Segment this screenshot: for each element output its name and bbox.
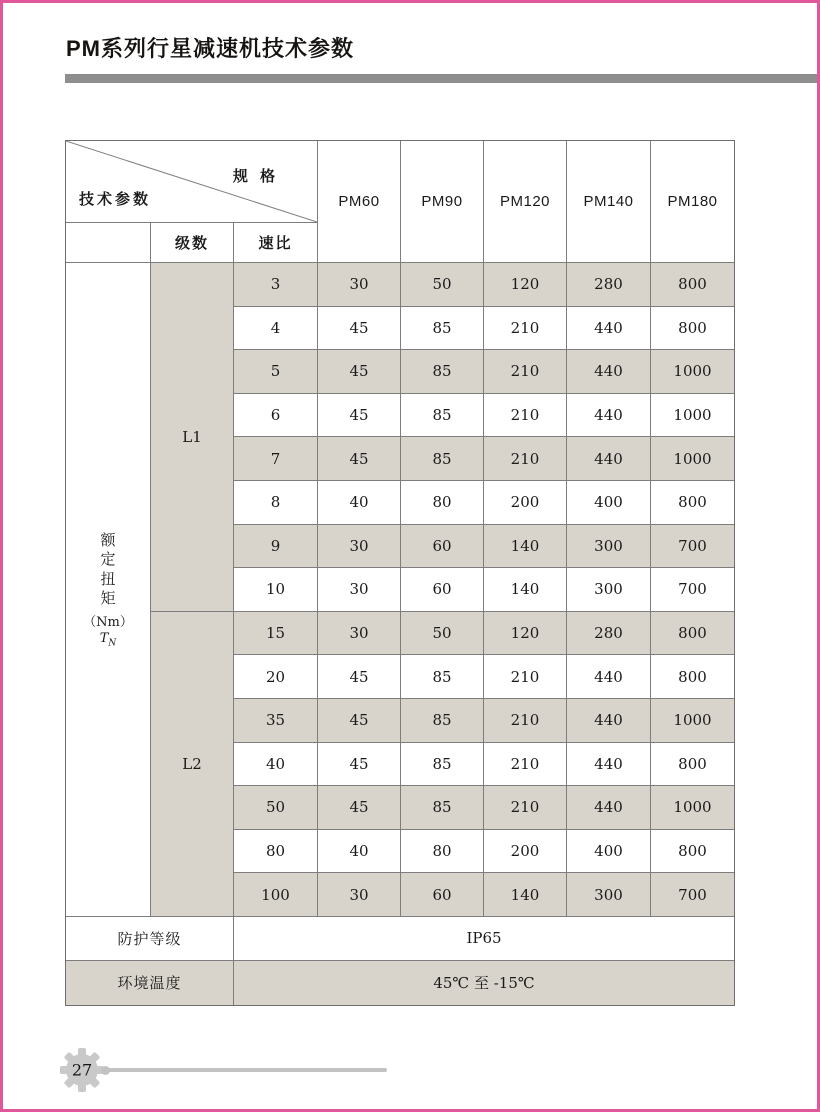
value-cell: 60 bbox=[401, 525, 484, 569]
value-cell: 210 bbox=[484, 699, 567, 743]
value-cell: 440 bbox=[567, 394, 651, 438]
ratio-cell: 9 bbox=[234, 525, 318, 569]
page-footer bbox=[59, 1047, 399, 1097]
protection-value: IP65 bbox=[234, 917, 734, 961]
value-cell: 800 bbox=[651, 307, 734, 351]
value-cell: 120 bbox=[484, 612, 567, 656]
value-cell: 80 bbox=[401, 481, 484, 525]
value-cell: 400 bbox=[567, 830, 651, 874]
value-cell: 50 bbox=[401, 263, 484, 307]
ratio-cell: 10 bbox=[234, 568, 318, 612]
value-cell: 45 bbox=[318, 743, 401, 787]
value-cell: 800 bbox=[651, 263, 734, 307]
value-cell: 700 bbox=[651, 568, 734, 612]
diagonal-line bbox=[66, 141, 317, 222]
column-header-pm60: PM60 bbox=[318, 141, 401, 263]
value-cell: 440 bbox=[567, 350, 651, 394]
value-cell: 440 bbox=[567, 307, 651, 351]
temperature-value: 45℃ 至 -15℃ bbox=[234, 961, 734, 1005]
gear-page-badge-icon bbox=[59, 1047, 105, 1093]
title-underline-bar bbox=[65, 74, 817, 83]
value-cell: 30 bbox=[318, 612, 401, 656]
value-cell: 85 bbox=[401, 350, 484, 394]
column-header-pm90: PM90 bbox=[401, 141, 484, 263]
value-cell: 45 bbox=[318, 307, 401, 351]
value-cell: 1000 bbox=[651, 699, 734, 743]
value-cell: 85 bbox=[401, 786, 484, 830]
ratio-cell: 3 bbox=[234, 263, 318, 307]
value-cell: 440 bbox=[567, 743, 651, 787]
value-cell: 1000 bbox=[651, 437, 734, 481]
value-cell: 800 bbox=[651, 612, 734, 656]
value-cell: 45 bbox=[318, 394, 401, 438]
value-cell: 300 bbox=[567, 873, 651, 917]
column-header-pm140: PM140 bbox=[567, 141, 651, 263]
value-cell: 210 bbox=[484, 307, 567, 351]
ratio-cell: 40 bbox=[234, 743, 318, 787]
temperature-label: 环境温度 bbox=[66, 961, 234, 1005]
value-cell: 440 bbox=[567, 786, 651, 830]
ratio-cell: 8 bbox=[234, 481, 318, 525]
value-cell: 30 bbox=[318, 525, 401, 569]
value-cell: 85 bbox=[401, 699, 484, 743]
subheader-empty-cell bbox=[66, 223, 151, 263]
ratio-cell: 100 bbox=[234, 873, 318, 917]
value-cell: 140 bbox=[484, 525, 567, 569]
value-cell: 280 bbox=[567, 612, 651, 656]
value-cell: 1000 bbox=[651, 350, 734, 394]
value-cell: 85 bbox=[401, 655, 484, 699]
torque-row-header bbox=[66, 263, 151, 917]
value-cell: 40 bbox=[318, 830, 401, 874]
value-cell: 210 bbox=[484, 394, 567, 438]
ratio-cell: 5 bbox=[234, 350, 318, 394]
value-cell: 45 bbox=[318, 655, 401, 699]
ratio-cell: 15 bbox=[234, 612, 318, 656]
value-cell: 40 bbox=[318, 481, 401, 525]
value-cell: 800 bbox=[651, 830, 734, 874]
value-cell: 400 bbox=[567, 481, 651, 525]
protection-label: 防护等级 bbox=[66, 917, 234, 961]
page-number: 27 bbox=[71, 1060, 93, 1080]
value-cell: 140 bbox=[484, 873, 567, 917]
corner-label-param: 技术参数 bbox=[79, 191, 152, 208]
subheader-stage: 级数 bbox=[151, 223, 234, 263]
value-cell: 85 bbox=[401, 743, 484, 787]
value-cell: 800 bbox=[651, 655, 734, 699]
value-cell: 85 bbox=[401, 394, 484, 438]
value-cell: 800 bbox=[651, 481, 734, 525]
ratio-cell: 35 bbox=[234, 699, 318, 743]
value-cell: 800 bbox=[651, 743, 734, 787]
value-cell: 50 bbox=[401, 612, 484, 656]
value-cell: 45 bbox=[318, 437, 401, 481]
column-header-pm120: PM120 bbox=[484, 141, 567, 263]
column-header-pm180: PM180 bbox=[651, 141, 734, 263]
value-cell: 45 bbox=[318, 350, 401, 394]
value-cell: 300 bbox=[567, 525, 651, 569]
value-cell: 440 bbox=[567, 437, 651, 481]
value-cell: 45 bbox=[318, 786, 401, 830]
value-cell: 120 bbox=[484, 263, 567, 307]
value-cell: 700 bbox=[651, 525, 734, 569]
footer-decorative-line bbox=[107, 1068, 387, 1072]
spec-table bbox=[65, 140, 735, 1006]
ratio-cell: 7 bbox=[234, 437, 318, 481]
value-cell: 1000 bbox=[651, 394, 734, 438]
value-cell: 300 bbox=[567, 568, 651, 612]
ratio-cell: 6 bbox=[234, 394, 318, 438]
value-cell: 30 bbox=[318, 568, 401, 612]
torque-unit: （Nm） bbox=[83, 614, 133, 630]
value-cell: 45 bbox=[318, 699, 401, 743]
ratio-cell: 50 bbox=[234, 786, 318, 830]
value-cell: 210 bbox=[484, 655, 567, 699]
value-cell: 30 bbox=[318, 873, 401, 917]
value-cell: 1000 bbox=[651, 786, 734, 830]
value-cell: 440 bbox=[567, 699, 651, 743]
page-title: PM系列行星减速机技术参数 bbox=[66, 36, 355, 61]
torque-label-vertical: 额定扭矩 bbox=[100, 530, 116, 608]
ratio-cell: 4 bbox=[234, 307, 318, 351]
value-cell: 140 bbox=[484, 568, 567, 612]
corner-label-spec: 规 格 bbox=[232, 168, 279, 185]
value-cell: 200 bbox=[484, 830, 567, 874]
torque-symbol: $T_N$ bbox=[99, 630, 117, 649]
corner-header-cell bbox=[66, 141, 318, 223]
value-cell: 30 bbox=[318, 263, 401, 307]
value-cell: 440 bbox=[567, 655, 651, 699]
ratio-cell: 20 bbox=[234, 655, 318, 699]
value-cell: 700 bbox=[651, 873, 734, 917]
value-cell: 85 bbox=[401, 437, 484, 481]
value-cell: 60 bbox=[401, 873, 484, 917]
value-cell: 210 bbox=[484, 786, 567, 830]
value-cell: 80 bbox=[401, 830, 484, 874]
value-cell: 200 bbox=[484, 481, 567, 525]
value-cell: 210 bbox=[484, 743, 567, 787]
ratio-cell: 80 bbox=[234, 830, 318, 874]
value-cell: 85 bbox=[401, 307, 484, 351]
value-cell: 210 bbox=[484, 350, 567, 394]
value-cell: 60 bbox=[401, 568, 484, 612]
subheader-ratio: 速比 bbox=[234, 223, 318, 263]
stage-group-l1: L1 bbox=[151, 263, 234, 612]
stage-group-l2: L2 bbox=[151, 612, 234, 917]
value-cell: 280 bbox=[567, 263, 651, 307]
value-cell: 210 bbox=[484, 437, 567, 481]
